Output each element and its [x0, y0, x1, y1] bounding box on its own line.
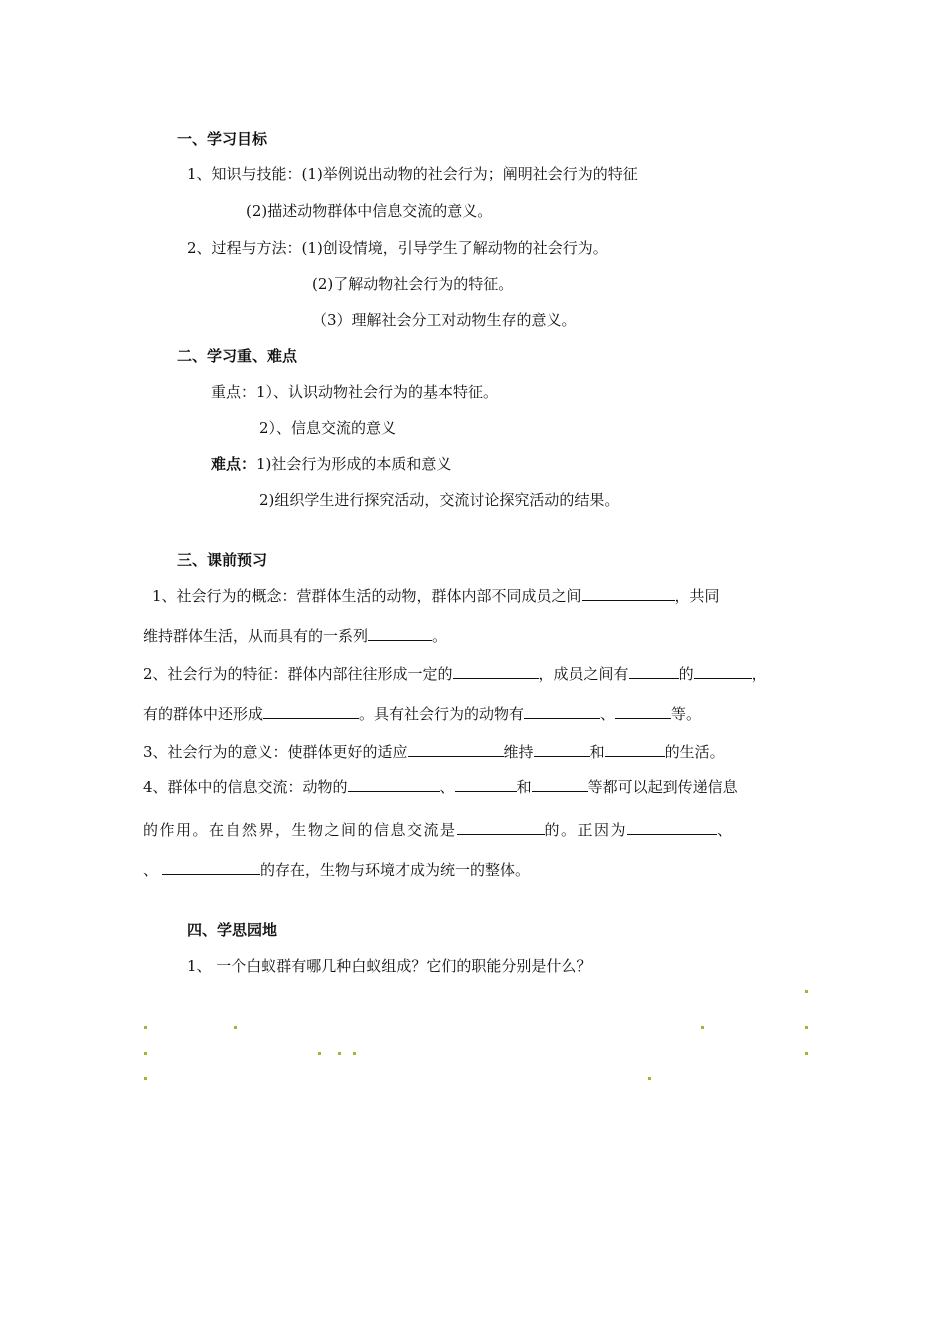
- fill-blank[interactable]: [457, 819, 545, 835]
- q4-text-b: 、: [439, 778, 455, 796]
- q2-text-a: 2、社会行为的特征：群体内部往往形成一定的: [143, 665, 453, 683]
- keypoint-2: 2）、信息交流的意义: [259, 419, 397, 437]
- q1-text-a: 1、社会行为的概念：营群体生活的动物，群体内部不同成员之间: [152, 587, 582, 605]
- q4-text-c: 和: [516, 778, 532, 796]
- q1-text-c: 维持群体生活，从而具有的一系列: [143, 627, 369, 645]
- objective-process-2: (2)了解动物社会行为的特征。: [312, 275, 514, 293]
- difficulty-1-text: 1)社会行为形成的本质和意义: [256, 455, 452, 473]
- objective-process-3: （3）理解社会分工对动物生存的意义。: [312, 311, 577, 329]
- fill-blank[interactable]: [629, 663, 679, 679]
- fill-blank[interactable]: [263, 703, 359, 719]
- q2-text-b: ，成员之间有: [538, 665, 629, 683]
- objective-knowledge-2: (2)描述动物群体中信息交流的意义。: [246, 202, 493, 220]
- fill-blank[interactable]: [534, 741, 590, 757]
- difficulty-2: 2)组织学生进行探究活动，交流讨论探究活动的结果。: [259, 491, 620, 509]
- q2-text-e: 有的群体中还形成: [143, 705, 264, 723]
- speck-mark: [338, 1052, 341, 1055]
- preview-q4-line1: [143, 776, 738, 798]
- difficulty-1: [211, 453, 451, 475]
- preview-q2-line2: [143, 703, 701, 725]
- fill-blank[interactable]: [615, 703, 671, 719]
- preview-q4-line3: [143, 859, 530, 881]
- section-heading-keypoints: 二、学习重、难点: [177, 347, 298, 365]
- preview-q1-line2: [143, 625, 447, 647]
- section-heading-preview: 三、课前预习: [177, 551, 268, 569]
- q1-text-b: ，共同: [674, 587, 720, 605]
- speck-mark: [648, 1077, 651, 1080]
- fill-blank[interactable]: [348, 776, 440, 792]
- q4-text-a: 4、群体中的信息交流：动物的: [143, 778, 348, 796]
- fill-blank[interactable]: [162, 859, 260, 875]
- section-heading-objectives: 一、学习目标: [177, 130, 268, 148]
- reflection-q1: 1、 一个白蚁群有哪几种白蚁组成？它们的职能分别是什么？: [187, 957, 592, 975]
- q4-text-e: 的作用。在自然界，生物之间的信息交流是: [143, 821, 457, 839]
- fill-blank[interactable]: [455, 776, 517, 792]
- q2-text-g: 、: [600, 705, 616, 723]
- q3-text-a: 3、社会行为的意义：使群体更好的适应: [143, 743, 408, 761]
- fill-blank[interactable]: [627, 819, 717, 835]
- preview-q1-line1: [152, 585, 720, 607]
- difficulty-label: 难点：: [211, 455, 257, 473]
- q4-text-f: 的。正因为: [544, 821, 628, 839]
- fill-blank[interactable]: [408, 741, 504, 757]
- fill-blank[interactable]: [532, 776, 588, 792]
- section-heading-reflection: 四、学思园地: [187, 921, 278, 939]
- speck-mark: [353, 1052, 356, 1055]
- objective-process: 2、过程与方法：(1)创设情境，引导学生了解动物的社会行为。: [187, 239, 608, 257]
- fill-blank[interactable]: [694, 663, 752, 679]
- preview-q2-line1: [143, 663, 767, 685]
- q2-text-h: 等。: [671, 705, 702, 723]
- q4-text-i: 的存在，生物与环境才成为统一的整体。: [260, 861, 531, 879]
- q3-text-c: 和: [589, 743, 605, 761]
- fill-blank[interactable]: [368, 625, 432, 641]
- q4-text-h: 、: [143, 861, 159, 879]
- fill-blank[interactable]: [524, 703, 600, 719]
- q1-text-d: 。: [432, 627, 448, 645]
- keypoint-1-text: 1）、认识动物社会行为的基本特征。: [256, 383, 499, 401]
- speck-mark: [234, 1026, 237, 1029]
- fill-blank[interactable]: [453, 663, 539, 679]
- q3-text-d: 的生活。: [664, 743, 725, 761]
- speck-mark: [144, 1026, 147, 1029]
- q4-text-g: 、: [717, 821, 734, 839]
- fill-blank[interactable]: [582, 585, 675, 601]
- speck-mark: [805, 1026, 808, 1029]
- fill-blank[interactable]: [605, 741, 665, 757]
- q2-text-c: 的: [678, 665, 694, 683]
- preview-q4-line2: [143, 819, 734, 841]
- speck-mark: [805, 1052, 808, 1055]
- q3-text-b: 维持: [503, 743, 534, 761]
- preview-q3: [143, 741, 725, 763]
- speck-mark: [805, 990, 808, 993]
- speck-mark: [144, 1077, 147, 1080]
- speck-mark: [144, 1052, 147, 1055]
- q2-text-f: 。具有社会行为的动物有: [359, 705, 525, 723]
- q4-text-d: 等都可以起到传递信息: [587, 778, 738, 796]
- q2-text-d: ，: [751, 665, 767, 683]
- keypoint-label: 重点：: [211, 383, 257, 401]
- objective-knowledge: 1、知识与技能：(1)举例说出动物的社会行为；阐明社会行为的特征: [187, 165, 638, 183]
- speck-mark: [701, 1026, 704, 1029]
- speck-mark: [318, 1052, 321, 1055]
- keypoint-1: [211, 381, 498, 403]
